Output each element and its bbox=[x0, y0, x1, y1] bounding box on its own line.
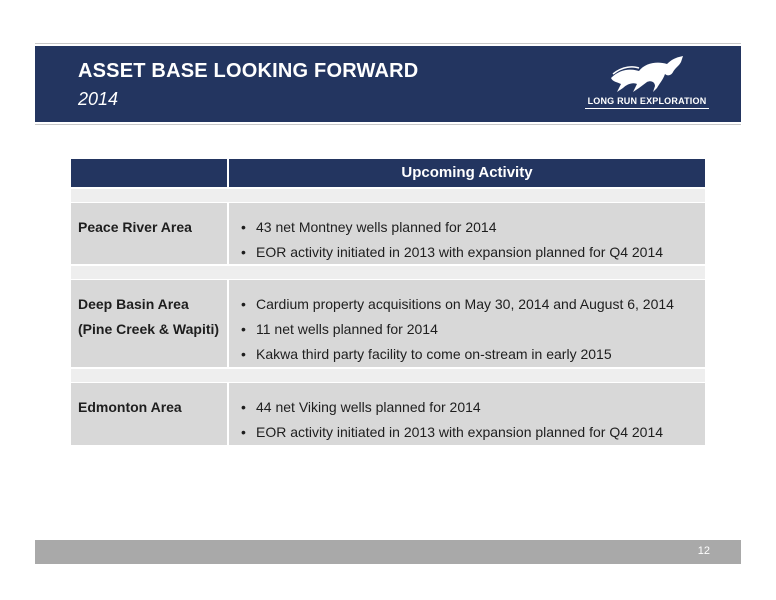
header-empty-cell bbox=[71, 159, 227, 187]
list-item: • EOR activity initiated in 2013 with expansion planned for Q4 2014 bbox=[241, 240, 663, 265]
row-spacer bbox=[71, 367, 705, 383]
activity-list bbox=[241, 215, 663, 265]
table-row bbox=[71, 280, 705, 367]
column-header-upcoming-activity: Upcoming Activity bbox=[401, 164, 533, 181]
slide-title: ASSET BASE LOOKING FORWARD bbox=[78, 60, 419, 82]
row-spacer bbox=[71, 187, 705, 203]
row-spacer bbox=[71, 264, 705, 280]
list-item: • Kakwa third party facility to come on-stream in early 2015 bbox=[241, 342, 674, 367]
slide-subtitle: 2014 bbox=[78, 89, 119, 109]
list-item: • 11 net wells planned for 2014 bbox=[241, 317, 674, 342]
list-item: • Cardium property acquisitions on May 30, 2014 and August 6, 2014 bbox=[241, 292, 674, 317]
area-label bbox=[78, 292, 226, 342]
column-divider bbox=[227, 383, 229, 445]
area-name: Peace River Area bbox=[78, 219, 192, 235]
horse-icon bbox=[609, 54, 687, 96]
table-row bbox=[71, 203, 705, 264]
list-item: • EOR activity initiated in 2013 with expansion planned for Q4 2014 bbox=[241, 420, 663, 445]
column-divider bbox=[227, 280, 229, 367]
company-logo bbox=[583, 54, 711, 116]
area-subname: (Pine Creek & Wapiti) bbox=[78, 321, 220, 337]
slide-footer bbox=[35, 540, 741, 564]
list-item: • 44 net Viking wells planned for 2014 bbox=[241, 395, 663, 420]
logo-underline bbox=[585, 108, 709, 109]
logo-text: LONG RUN EXPLORATION bbox=[587, 96, 707, 106]
activity-list bbox=[241, 395, 663, 445]
column-divider bbox=[227, 203, 229, 264]
activity-list bbox=[241, 292, 674, 367]
area-label bbox=[78, 215, 226, 240]
slide-header bbox=[35, 46, 741, 122]
area-label bbox=[78, 395, 226, 420]
area-name: Deep Basin Area bbox=[78, 296, 189, 312]
activity-table bbox=[71, 159, 705, 445]
table-header bbox=[71, 159, 705, 187]
table-row bbox=[71, 383, 705, 445]
area-name: Edmonton Area bbox=[78, 399, 182, 415]
page-number: 12 bbox=[697, 545, 710, 557]
list-item: • 43 net Montney wells planned for 2014 bbox=[241, 215, 663, 240]
top-rule bbox=[35, 43, 741, 44]
header-bottom-rule bbox=[35, 124, 741, 125]
